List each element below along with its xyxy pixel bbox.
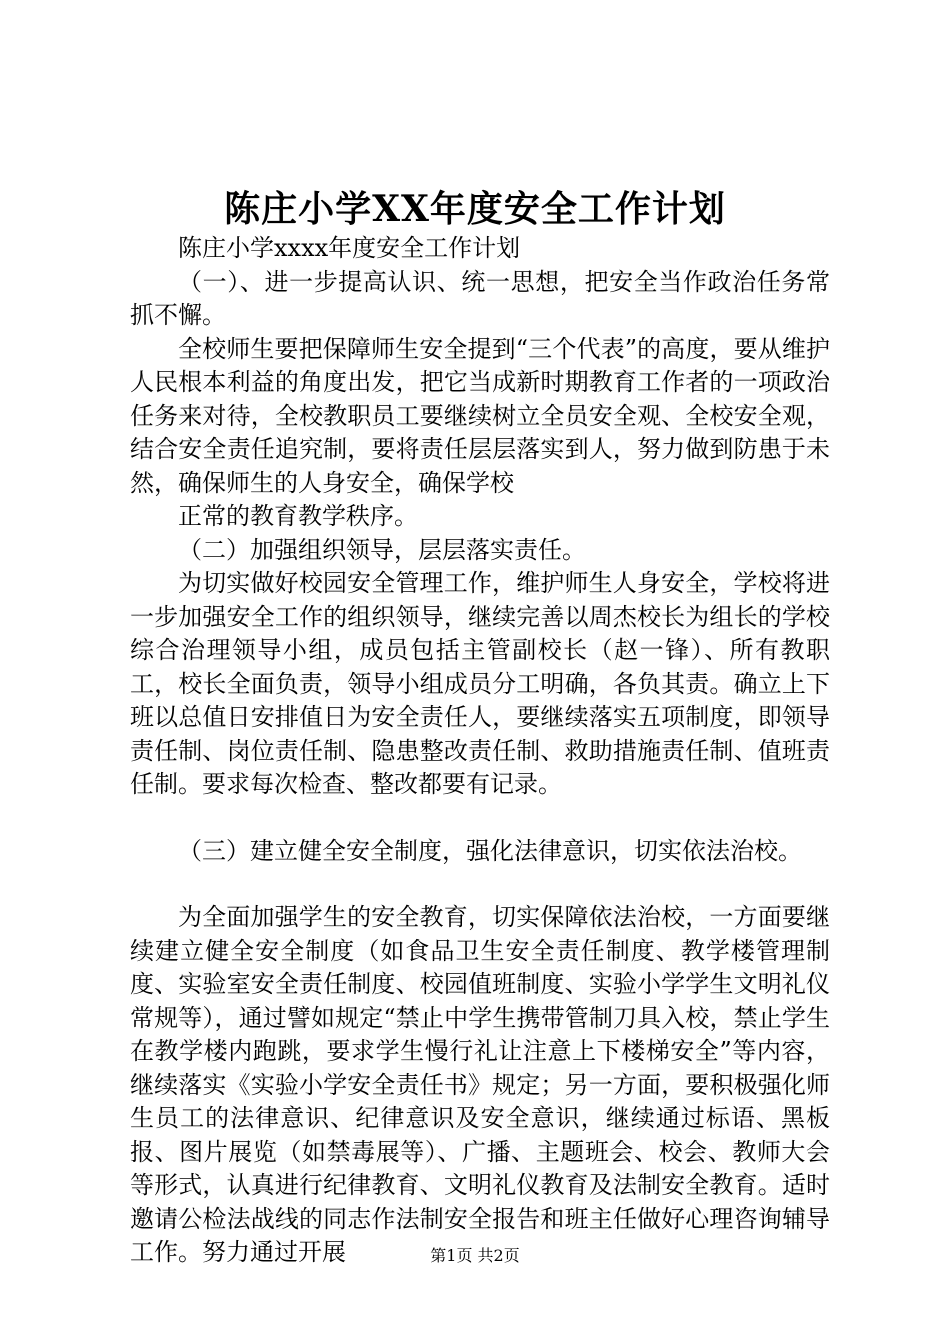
paragraph-section-2-body: 为切实做好校园安全管理工作，维护师生人身安全，学校将进一步加强安全工作的组织领导，继续完善以周杰校长为组长的学校综合治理领导小组，成员包括主管副校长（赵一锋）、所有教职工，校长全面负责，领导小组成员分工明确，各负其责。确立上下班以总值日安排值日为安全责任人，要继续落实五项制度，即领导责任制、岗位责任制、隐患整改责任制、救助措施责任制、值班责任制。要求每次检查、整改都要有记录。 (130, 569, 830, 798)
document-body (130, 232, 830, 1270)
paragraph-section-3-heading: （三）建立健全安全制度，强化法律意识，切实依法治校。 (178, 836, 802, 865)
paragraph-section-1-heading: （一）、进一步提高认识、统一思想，把安全当作政治任务常抓不懈。 (130, 267, 830, 329)
paragraph-subtitle: 陈庄小学xxxx年度安全工作计划 (178, 234, 521, 262)
paragraph-section-1-continuation: 正常的教育教学秩序。 (178, 502, 418, 530)
paragraph-section-3-body: 为全面加强学生的安全教育，切实保障依法治校，一方面要继续建立健全安全制度（如食品卫生安全责任制度、教学楼管理制度、实验室安全责任制度、校园值班制度、实验小学学生文明礼仪常规等），通过譬如规定“禁止中学生携带管制刀具入校，禁止学生在教学楼内跑跳，要求学生慢行礼让注意上下楼梯安全”等内容，继续落实《实验小学安全责任书》规定；另一方面，要积极强化师生员工的法律意识、纪律意识及安全意识，继续通过标语、黑板报、图片展览（如禁毒展等）、广播、主题班会、校会、教师大会等形式，认真进行纪律教育、文明礼仪教育及法制安全教育。适时邀请公检法战线的同志作法制安全报告和班主任做好心理咨询辅导工作。努力通过开展 (130, 903, 830, 1266)
paragraph-section-2-heading: （二）加强组织领导，层层落实责任。 (178, 535, 586, 564)
page-number-footer: 第1页 共2页 (430, 1246, 520, 1265)
document-title: 陈庄小学XX年度安全工作计划 (224, 188, 726, 230)
paragraph-section-1-body: 全校师生要把保障师生安全提到“三个代表”的高度，要从维护人民根本利益的角度出发，把它当成新时期教育工作者的一项政治任务来对待，全校教职员工要继续树立全员安全观、全校安全观，结合安全责任追究制，要将责任层层落实到人，努力做到防患于未然，确保师生的人身安全，确保学校 (130, 334, 830, 497)
